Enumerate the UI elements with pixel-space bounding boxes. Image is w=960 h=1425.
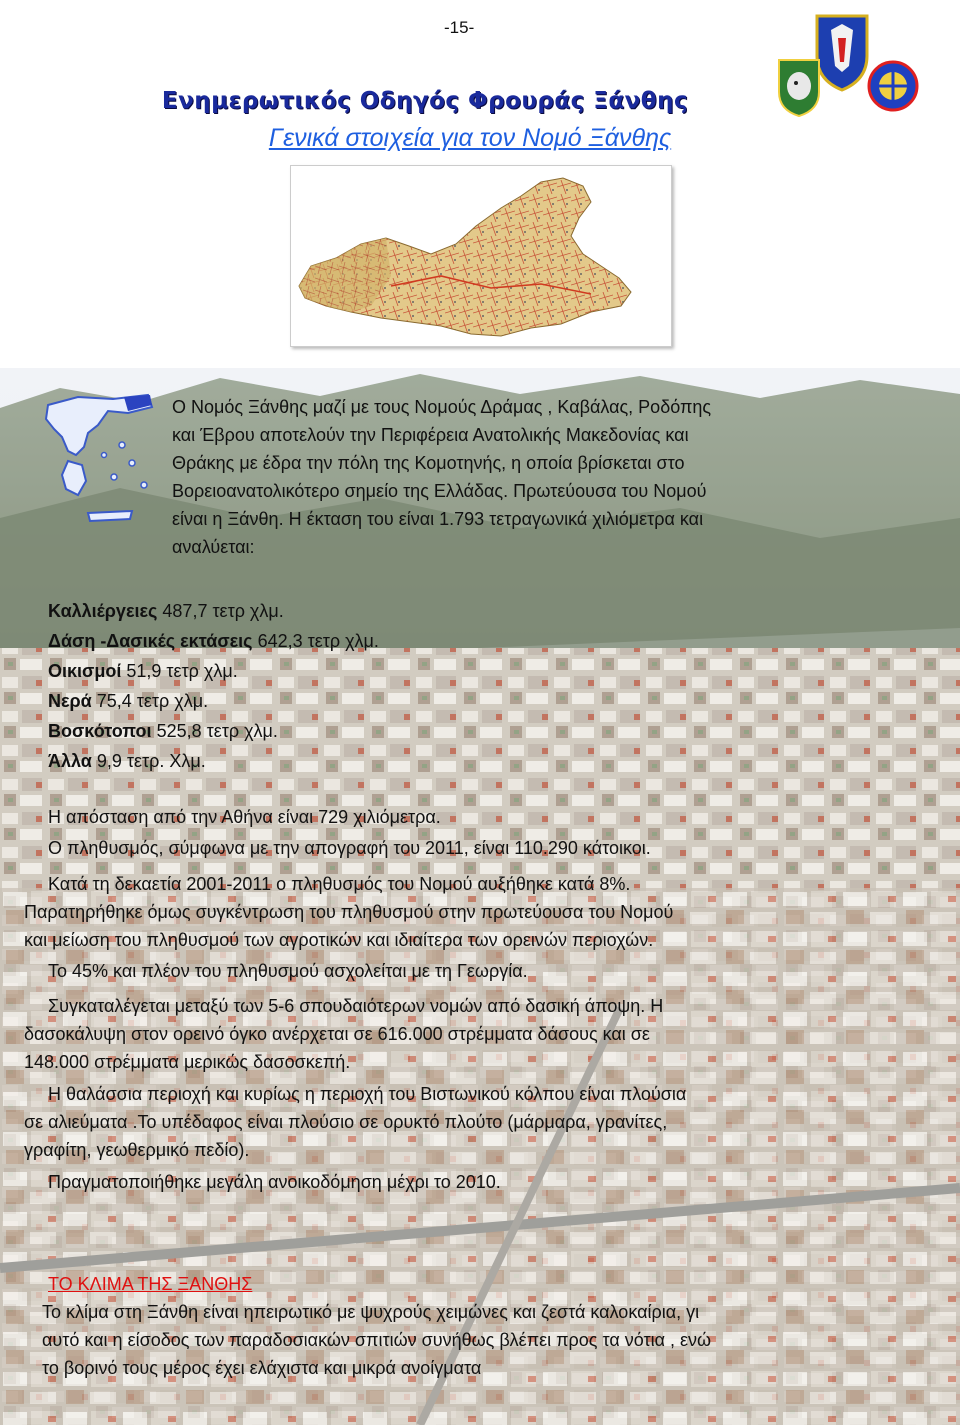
list-item: Καλλιέργειες 487,7 τετρ χλμ. — [48, 601, 284, 621]
intro-line: Ο Νομός Ξάνθης μαζί με τους Νομούς Δράμας , Καβάλας, Ροδόπης — [172, 397, 712, 417]
population-text: Ο πληθυσμός, σύμφωνα με την απογραφή του 2011, είναι 110.290 κάτοικοι. — [48, 838, 651, 858]
intro-line: Βορειοανατολικότερο σημείο της Ελλάδας. Πρωτεύουσα του Νομού — [172, 481, 707, 501]
intro-paragraph — [172, 393, 910, 561]
forest-paragraph — [24, 992, 910, 1076]
intro-line: αναλύεται: — [172, 537, 255, 557]
shield-emblem-center — [817, 16, 867, 90]
intro-line: και Έβρου αποτελούν την Περιφέρεια Ανατολικής Μακεδονίας και — [172, 425, 689, 445]
paragraph-line: Παρατηρήθηκε όμως συγκέντρωση του πληθυσμού στην πρωτεύουσα του Νομού — [24, 902, 674, 922]
greece-location-map — [28, 385, 158, 535]
paragraph-line: δασοκάλυψη στον ορεινό όγκο ανέρχεται σε 616.000 στρέμματα δάσους και σε — [24, 1024, 650, 1044]
list-item: Νερά 75,4 τετρ χλμ. — [48, 691, 209, 711]
paragraph-line: Η θαλάσσια περιοχή και κυρίως η περιοχή του Βιστωνικού κόλπου είναι πλούσια — [48, 1084, 687, 1104]
list-item: Δάση -Δασικές εκτάσεις 642,3 τετρ χλμ. — [48, 631, 379, 651]
paragraph-line: το βορινό τους μέρος έχει ελάχιστα και μικρά ανοίγματα — [42, 1358, 482, 1378]
paragraph-line: γραφίτη, γεωθερμικό πεδίο). — [24, 1140, 250, 1160]
paragraph-line: Το κλίμα στη Ξάνθη είναι ηπειρωτικό με ψυχρούς χειμώνες και ζεστά καλοκαίρια, γι — [42, 1302, 700, 1322]
paragraph-line: 148.000 στρέμματα μερικώς δασοσκεπή. — [24, 1052, 351, 1072]
intro-line: Θράκης με έδρα την πόλη της Κομοτηνής, η οποία βρίσκεται στο — [172, 453, 685, 473]
climate-heading — [48, 1270, 252, 1298]
decade-paragraph — [24, 870, 910, 954]
paragraph-line: αυτό και η είσοδος των παραδοσιακών σπιτιών συνήθως βλέπει προς τα νότια , ενώ — [42, 1330, 712, 1350]
distance-text: Η απόσταση από την Αθήνα είναι 729 χιλιόμετρα. — [48, 807, 441, 827]
paragraph-line: σε αλιεύματα .Το υπέδαφος είναι πλούσιο σε ορυκτό πλούτο (μάρμαρα, γρανίτες, — [24, 1112, 668, 1132]
paragraph-line: Συγκαταλέγεται μεταξύ των 5-6 σπουδαιότερων νομών από δασική άποψη. Η — [48, 996, 664, 1016]
section-heading-text: Γενικά στοιχεία για τον Νομό Ξάνθης — [268, 124, 672, 152]
section-heading — [0, 124, 940, 153]
climate-heading-text: ΤΟ ΚΛΙΜΑ ΤΗΣ ΞΑΝΘΗΣ — [48, 1274, 253, 1294]
xanthi-prefecture-map — [290, 165, 672, 347]
round-emblem-right — [869, 62, 917, 110]
paragraph-line: Κατά τη δεκαετία 2001-2011 ο πληθυσμός του Νομού αυξήθηκε κατά 8%. — [48, 874, 631, 894]
agriculture-text: Το 45% και πλέον του πληθυσμού ασχολείται με τη Γεωργία. — [48, 961, 528, 981]
development-text: Πραγματοποιήθηκε μεγάλη ανοικοδόμηση μέχρι το 2010. — [48, 1172, 501, 1192]
land-use-list — [48, 596, 379, 776]
list-item: Οικισμοί 51,9 τετρ χλμ. — [48, 661, 238, 681]
page-number: -15- — [444, 18, 475, 37]
paragraph-line: και μείωση του πληθυσμού των αγροτικών και ιδιαίτερα των ορεινών περιοχών. — [24, 930, 654, 950]
climate-paragraph — [42, 1298, 922, 1382]
sea-paragraph — [24, 1080, 910, 1164]
list-item: Βοσκότοποι 525,8 τετρ χλμ. — [48, 721, 278, 741]
list-item: Άλλα 9,9 τετρ. Χλμ. — [48, 751, 206, 771]
intro-line: είναι η Ξάνθη. Η έκταση του είναι 1.793 τετραγωνικά χιλιόμετρα και — [172, 509, 704, 529]
guide-title: Ενημερωτικός Οδηγός Φρουράς Ξάνθης — [161, 88, 689, 114]
